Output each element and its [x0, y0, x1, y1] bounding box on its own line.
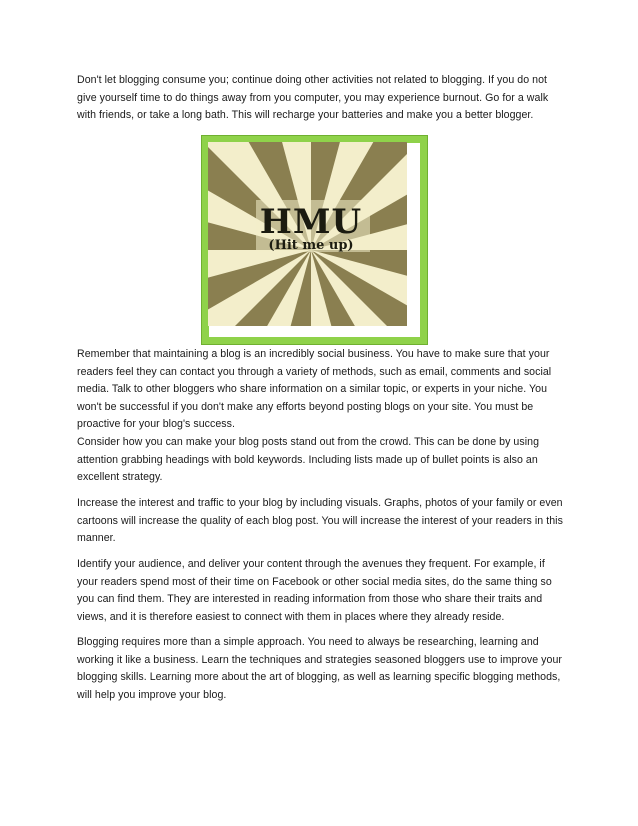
hmu-subline: (Hit me up): [268, 238, 354, 253]
hmu-image-frame: [201, 135, 428, 345]
paragraph-visuals: Increase the interest and traffic to your blog by including visuals. Graphs, photos of your family or even cartoons will increase the quality of each blog post. You will increase the interest of your readers in this manner.: [77, 497, 563, 544]
paragraph-approach: Blogging requires more than a simple approach. You need to always be researching, learning and working it like a business. Learn the techniques and strategies seasoned bloggers use to improve your blogging skills. Learning more about the art of blogging, as well as learning specific blogging methods, will help you improve your blog.: [77, 636, 562, 701]
paragraph-audience: Identify your audience, and deliver your content through the avenues they frequent. For example, if your readers spend most of their time on Facebook or other social media sites, do the same thing so you can find them. They are interested in reading information from those who share their traits and views, and it is therefore easiest to connect with them in places where they already reside.: [77, 558, 552, 623]
paragraph-stand-out: Consider how you can make your blog posts stand out from the crowd. This can be done by using attention grabbing headings with bold keywords. Including lists made up of bullet points is also an excellent strategy.: [77, 436, 540, 483]
paragraph-burnout: Don't let blogging consume you; continue doing other activities not related to blogging. If you do not give yourself time to do things away from you computer, you may experience burnout. Go for a walk with friends, or take a long bath. This will recharge your batteries and make you a better blogger.: [77, 74, 549, 121]
paragraph-social-business: Remember that maintaining a blog is an incredibly social business. You have to make sure that your readers feel they can contact you through a variety of methods, such as email, comments and social media. Talk to other bloggers who share information on a similar topic, or experts in your niche. You won't be successful if you don't make any efforts beyond posting blogs on your site. You must be proactive for your blog's success.: [77, 348, 552, 430]
hmu-sunburst-image: [208, 142, 407, 326]
hmu-headline: HMU: [259, 202, 363, 242]
